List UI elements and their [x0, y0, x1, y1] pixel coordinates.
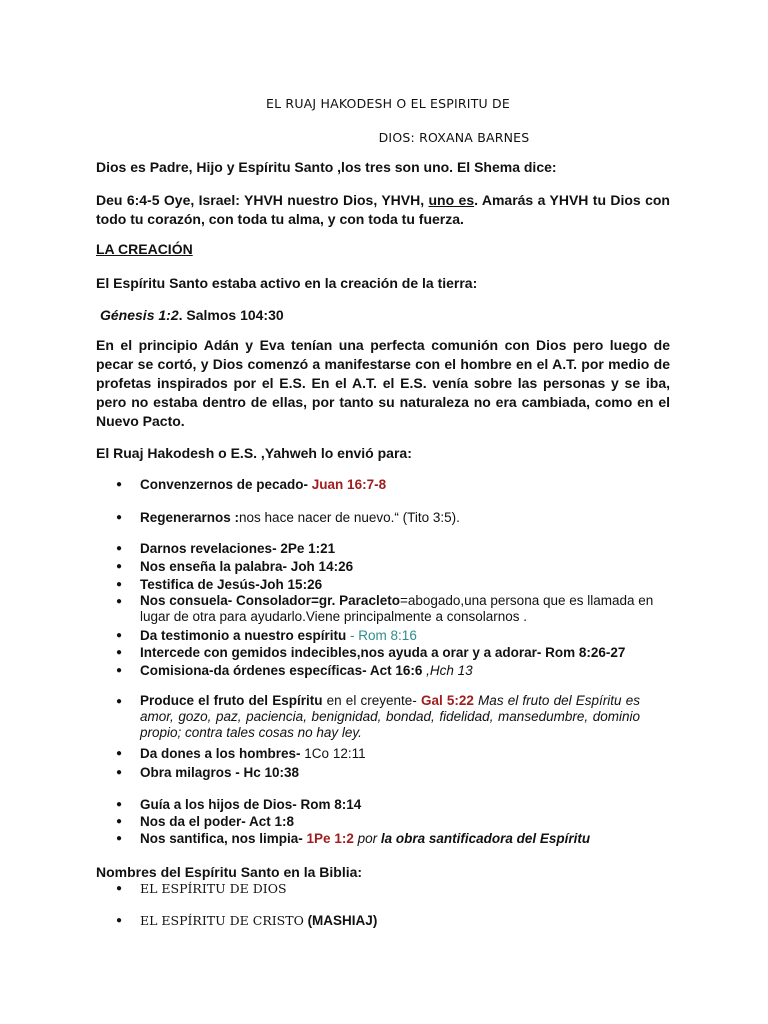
item-text: Da testimonio a nuestro espíritu: [140, 628, 347, 643]
bullet-icon: ●: [116, 816, 123, 827]
list-item-text: Intercede con gemidos indecibles,nos ayuda a orar y a adorar- Rom 8:26-27: [140, 645, 626, 660]
list-item-text: [140, 693, 640, 741]
item-text: Convenzernos de pecado-: [140, 477, 312, 492]
bullet-icon: ●: [116, 543, 123, 554]
list-item-text: Nos da el poder- Act 1:8: [140, 814, 295, 829]
section-heading-creation: LA CREACIÓN: [96, 241, 193, 257]
bullet-icon: ●: [116, 665, 123, 676]
list-item-text: Testifica de Jesús-Joh 15:26: [140, 577, 323, 592]
deuteronomy-underlined-text: uno es: [428, 192, 475, 208]
deuteronomy-text-start: Deu 6:4-5 Oye, Israel: YHVH nuestro Dios, YHVH,: [96, 192, 429, 208]
list-item-text: Obra milagros - Hc 10:38: [140, 765, 300, 780]
intro-paragraph: Dios es Padre, Hijo y Espíritu Santo ,los tres son uno. El Shema dice:: [96, 159, 557, 175]
item-text: Da dones a los hombres-: [140, 746, 301, 761]
history-paragraph: En el principio Adán y Eva tenían una perfecta comunión con Dios pero luego de pecar se cortó, y Dios comenzó a manifestarse con el hombre en el A.T. por medio de profetas inspirados por el E.S. En el A.T. el E.S. venía sobre las personas y se iba, pero no estaba dentro de ellas, por tanto su naturaleza no era cambiada, como en el Nuevo Pacto.: [96, 337, 670, 429]
document-title-line-1: EL RUAJ HAKODESH O EL ESPIRITU DE: [266, 96, 510, 111]
deuteronomy-paragraph: [96, 191, 670, 229]
list-item-text: [140, 627, 660, 644]
bullet-icon: ●: [116, 883, 123, 894]
bullet-icon: ●: [116, 915, 123, 926]
creation-intro: El Espíritu Santo estaba activo en la creación de la tierra:: [96, 275, 478, 291]
bullet-icon: ●: [116, 561, 123, 572]
bullet-icon: ●: [116, 596, 123, 607]
bullet-icon: ●: [116, 479, 123, 490]
item-detail: (MASHIAJ): [303, 913, 378, 928]
item-text: Nos santifica, nos limpia-: [140, 831, 307, 846]
list-item-text: [140, 476, 660, 493]
bullet-icon: ●: [116, 833, 123, 844]
item-detail: ,Hch 13: [422, 663, 473, 678]
psalms-reference: . Salmos 104:30: [178, 307, 284, 323]
list-item-text: [140, 593, 660, 625]
list-item-text: Nos enseña la palabra- Joh 14:26: [140, 559, 354, 574]
sent-intro: El Ruaj Hakodesh o E.S. ,Yahweh lo envió para:: [96, 445, 412, 461]
bullet-icon: ●: [116, 630, 123, 641]
scripture-link-gal: Gal 5:22: [420, 693, 474, 708]
bullet-icon: ●: [116, 799, 123, 810]
item-connector: en el creyente-: [322, 693, 421, 708]
item-text: Regenerarnos :: [140, 510, 240, 525]
scripture-link-pedro: 1Pe 1:2: [306, 831, 354, 846]
names-heading: Nombres del Espíritu Santo en la Biblia:: [96, 864, 363, 880]
bullet-icon: ●: [116, 748, 123, 759]
bullet-icon: ●: [116, 512, 123, 523]
genesis-reference: Génesis 1:2: [100, 307, 179, 323]
item-quote: Mas el fruto del Espíritu es amor, gozo, paz, paciencia, benignidad, bondad, fidelidad, mansedumbre, dominio propio; contra tales cosas no hay ley.: [140, 693, 640, 740]
item-text: Nos consuela- Consolador=gr. Paracleto: [140, 593, 400, 608]
list-item-text: [140, 745, 660, 762]
item-text: EL ESPÍRITU DE CRISTO: [140, 913, 304, 928]
list-item-text: [140, 830, 660, 847]
list-item-text: Guía a los hijos de Dios- Rom 8:14: [140, 797, 362, 812]
item-text: Produce el fruto del Espíritu: [140, 693, 323, 708]
item-detail: =abogado,una persona que es llamada en lugar de otra para ayudarlo.Viene principalmente a consolarnos .: [140, 593, 654, 624]
document-title-line-2: DIOS: ROXANA BARNES: [378, 130, 530, 145]
scripture-references: [96, 306, 674, 325]
list-item-text: [140, 912, 660, 929]
list-item-text: Darnos revelaciones- 2Pe 1:21: [140, 541, 336, 556]
item-detail: 1Co 12:11: [300, 746, 366, 761]
list-item-text: [140, 509, 660, 526]
item-emphasis: la obra santificadora del Espíritu: [380, 831, 591, 846]
deuteronomy-text-end: . Amarás a YHVH tu Dios con todo tu corazón, con toda tu alma, y con toda tu fuerza.: [96, 192, 670, 227]
item-detail: nos hace nacer de nuevo.“ (Tito 3:5).: [239, 510, 460, 525]
list-item-text: EL ESPÍRITU DE DIOS: [140, 881, 287, 896]
bullet-icon: ●: [116, 579, 123, 590]
scripture-link-rom: - Rom 8:16: [346, 628, 417, 643]
list-item-text: [140, 662, 660, 679]
bullet-icon: ●: [116, 647, 123, 658]
bullet-icon: ●: [116, 696, 123, 707]
item-connector: por: [353, 831, 381, 846]
scripture-link-juan: Juan 16:7-8: [311, 477, 387, 492]
item-text: Comisiona-da órdenes específicas- Act 16:6: [140, 663, 423, 678]
bullet-icon: ●: [116, 767, 123, 778]
